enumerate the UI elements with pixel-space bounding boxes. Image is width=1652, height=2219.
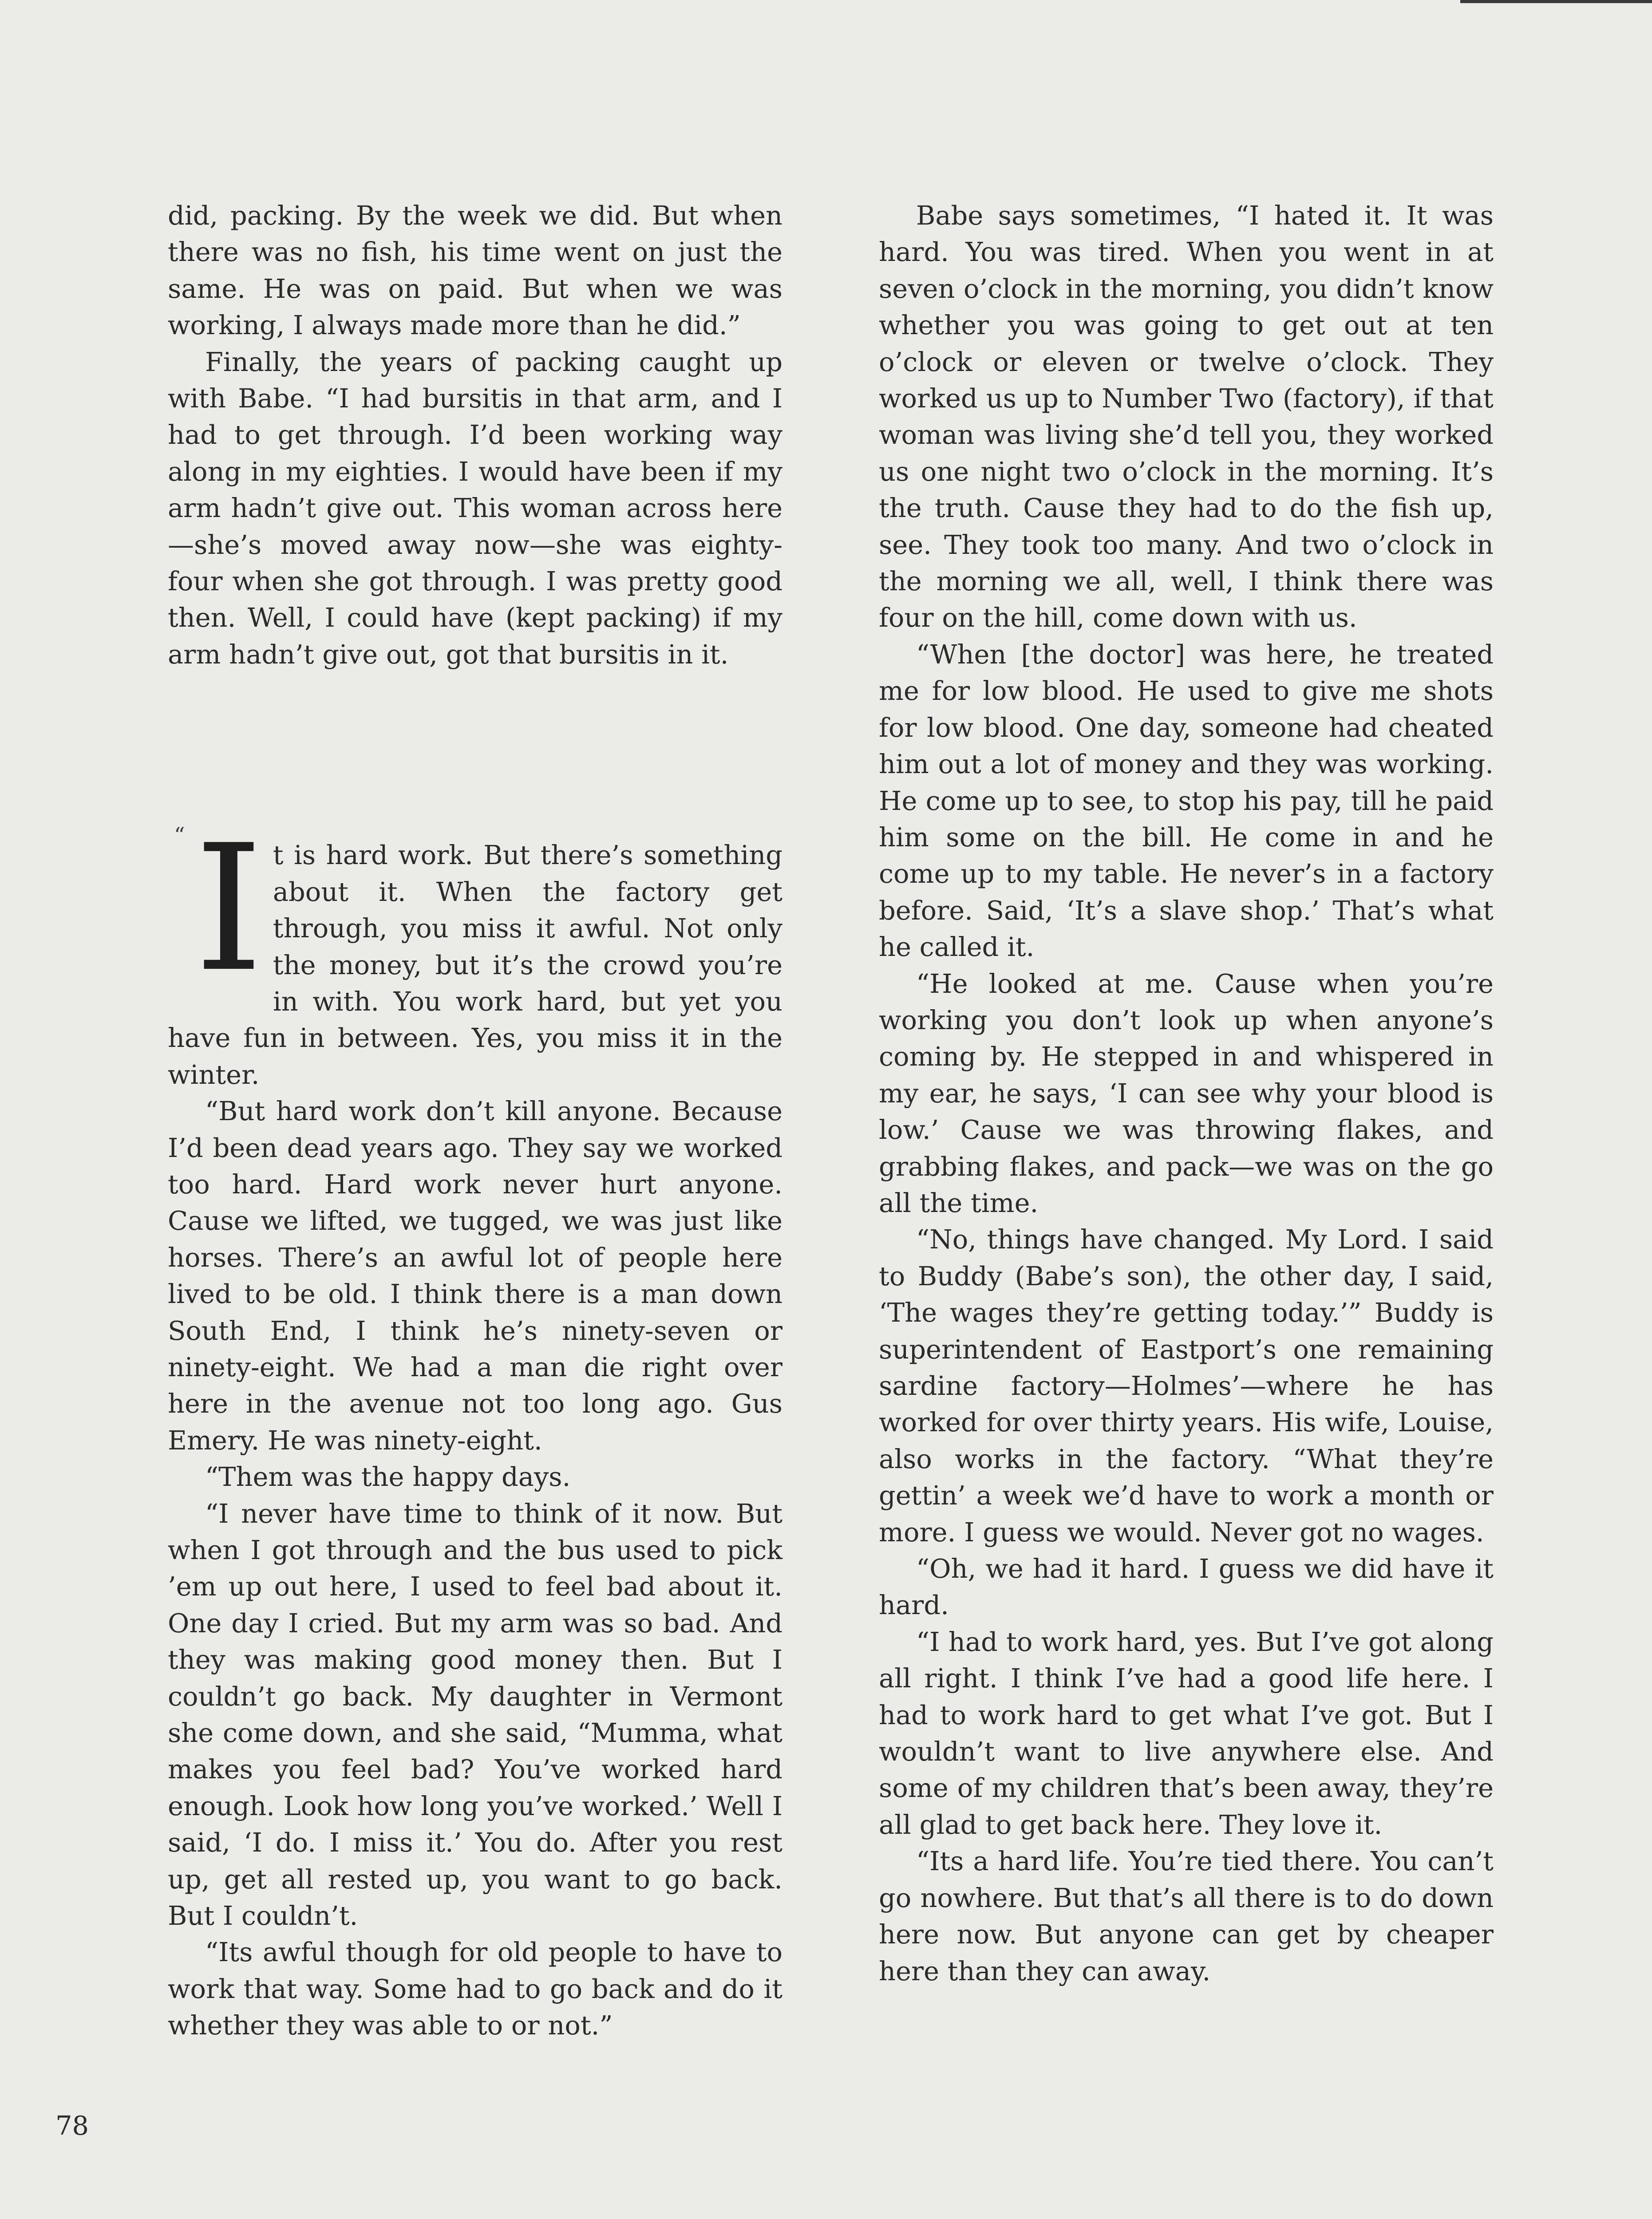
- right-column: [879, 197, 1494, 1990]
- paragraph: “Oh, we had it hard. I guess we did have it hard.: [879, 1553, 1494, 1621]
- paragraph: Finally, the years of packing caught up with Babe. “I had bursitis in that arm, and I had to get through. I’d been working way along in my eighties. I would have been if my arm hadn’t give out. This woman across here—she’s moved away now—she was eighty-four when she got through. I was pretty good then. Well, I could have (kept packing) if my arm hadn’t give out, got that bursitis in it.: [168, 346, 783, 670]
- drop-cap-letter: I: [194, 808, 263, 1011]
- paragraph: “I had to work hard, yes. But I’ve got along all right. I think I’ve had a good life here. I had to work hard to get what I’ve got. But I wouldn’t want to live anywhere else. And some of my children that’s been away, they’re all glad to get back here. They love it.: [879, 1626, 1494, 1840]
- dropcap-paragraph-text: t is hard work. But there’s something about it. When the factory get through, you miss it awful. Not only the money, but it’s the crowd you’re in with. You work hard, but yet you have fun in between. Yes, you miss it in the winter.: [168, 840, 783, 1090]
- left-column: [168, 197, 783, 2044]
- paragraph: “No, things have changed. My Lord. I said to Buddy (Babe’s son), the other day, I said, ‘The wages they’re getting today.’” Buddy is superintendent of Eastport’s one remaining sardine factory—Holmes’—where he has worked for over thirty years. His wife, Louise, also works in the factory. “What they’re gettin’ a week we’d have to work a month or more. I guess we would. Never got no wages.: [879, 1224, 1494, 1548]
- paragraph-dropcap: [168, 808, 783, 1093]
- paragraph: “Its a hard life. You’re tied there. You can’t go nowhere. But that’s all there is to do down here now. But anyone can get by cheaper here than they can away.: [879, 1846, 1494, 1986]
- top-rule: [1460, 0, 1652, 3]
- paragraph: Babe says sometimes, “I hated it. It was hard. You was tired. When you went in at seven o’clock in the morning, you didn’t know whether you was going to get out at ten o’clock or eleven or twelve o’clock. They worked us up to Number Two (factory), if that woman was living she’d tell you, they worked us one night two o’clock in the morning. It’s the truth. Cause they had to do the fish up, see. They took too many. And two o’clock in the morning we all, well, I think there was four on the hill, come down with us.: [879, 200, 1494, 633]
- paragraph: “He looked at me. Cause when you’re working you don’t look up when anyone’s coming by. He stepped in and whispered in my ear, he says, ‘I can see why your blood is low.’ Cause we was throwing flakes, and grabbing flakes, and pack—we was on the go all the time.: [879, 968, 1494, 1218]
- paragraph: “Its awful though for old people to have to work that way. Some had to go back and do it whether they was able to or not.”: [168, 1937, 783, 2041]
- paragraph: “I never have time to think of it now. But when I got through and the bus used to pick ’em up out here, I used to feel bad about it. One day I cried. But my arm was so bad. And they was making good money then. But I couldn’t go back. My daughter in Vermont she come down, and she said, “Mumma, what makes you feel bad? You’ve worked hard enough. Look how long you’ve worked.’ Well I said, ‘I do. I miss it.’ You do. After you rest up, get all rested up, you want to go back. But I couldn’t.: [168, 1498, 783, 1931]
- page-number: 78: [55, 2110, 89, 2141]
- paragraph: “When [the doctor] was here, he treated me for low blood. He used to give me shots for low blood. One day, someone had cheated him out a lot of money and they was working. He come up to see, to stop his pay, till he paid him some on the bill. He come in and he come up to my table. He never’s in a factory before. Said, ‘It’s a slave shop.’ That’s what he called it.: [879, 639, 1494, 963]
- paragraph: “But hard work don’t kill anyone. Because I’d been dead years ago. They say we worked too hard. Hard work never hurt anyone. Cause we lifted, we tugged, we was just like horses. There’s an awful lot of people here lived to be old. I think there is a man down South End, I think he’s ninety-seven or ninety-eight. We had a man die right over here in the avenue not too long ago. Gus Emery. He was ninety-eight.: [168, 1096, 783, 1456]
- dropcap-quote: “: [174, 823, 185, 848]
- paragraph: did, packing. By the week we did. But when there was no fish, his time went on just the same. He was on paid. But when we was working, I always made more than he did.”: [168, 200, 783, 341]
- paragraph: “Them was the happy days.: [205, 1461, 571, 1492]
